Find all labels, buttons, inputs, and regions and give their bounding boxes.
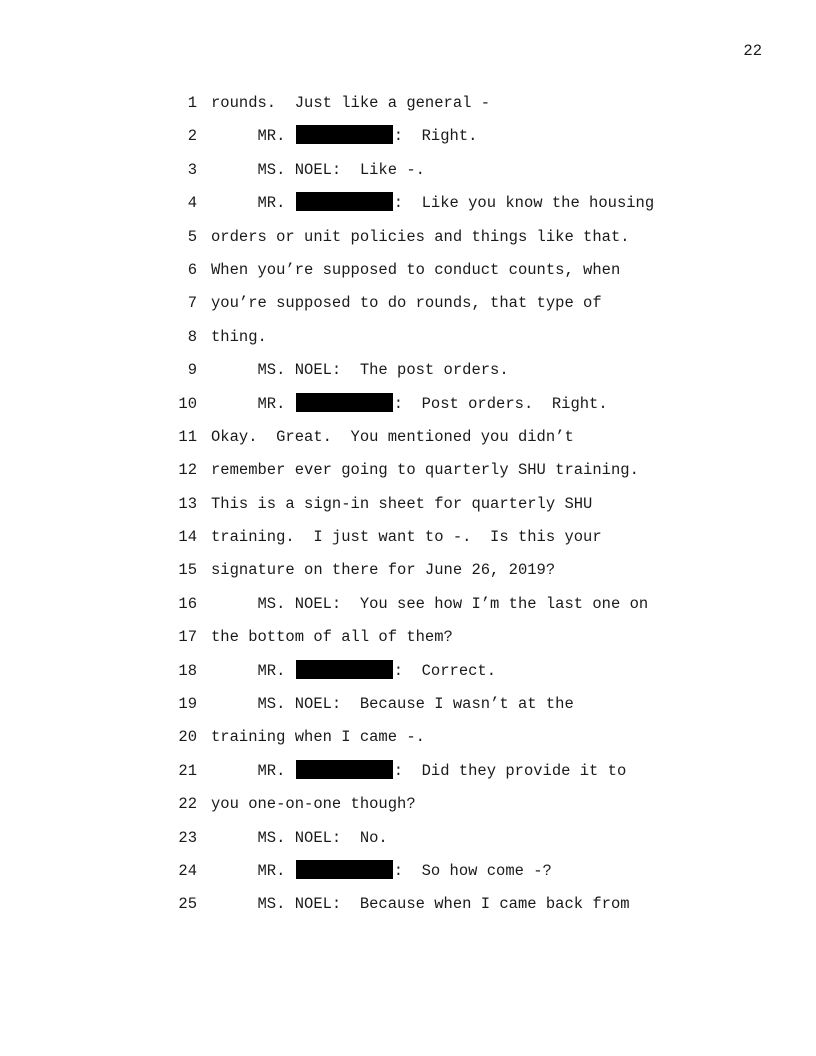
line-text-segment: signature on there for June 26, 2019?: [211, 561, 556, 580]
transcript-body: [0, 92, 816, 927]
line-text-segment: MR.: [211, 394, 295, 413]
line-text: [211, 92, 490, 114]
line-number: 23: [178, 828, 197, 847]
line-text: [211, 760, 626, 782]
redaction-block: [296, 860, 393, 879]
line-number: 15: [178, 561, 197, 580]
transcript-line: [0, 393, 816, 426]
line-text-segment: MR.: [211, 194, 295, 213]
line-number: 24: [178, 861, 197, 880]
line-text-segment: : Correct.: [393, 661, 497, 680]
line-number: 10: [178, 394, 197, 413]
transcript-line: [0, 526, 816, 559]
line-text: [211, 893, 630, 915]
transcript-line: [0, 159, 816, 192]
line-text-segment: MS. NOEL: Because I wasn’t at the: [211, 695, 574, 714]
line-number: 12: [178, 461, 197, 480]
line-text: [211, 827, 388, 849]
redaction-block: [296, 760, 393, 779]
line-text: [211, 226, 630, 248]
line-text: [211, 860, 552, 882]
transcript-line: [0, 760, 816, 793]
transcript-line: [0, 359, 816, 392]
line-number: 7: [187, 294, 197, 313]
line-text-segment: : Right.: [393, 127, 478, 146]
line-text: [211, 493, 592, 515]
page-number: 22: [743, 42, 762, 60]
transcript-line: [0, 860, 816, 893]
line-text-segment: training when I came -.: [211, 728, 425, 747]
line-number: 14: [178, 528, 197, 547]
line-text: [211, 159, 425, 181]
transcript-line: [0, 192, 816, 225]
line-text-segment: MS. NOEL: No.: [211, 828, 388, 847]
line-text-segment: MS. NOEL: The post orders.: [211, 361, 509, 380]
line-text-segment: the bottom of all of them?: [211, 628, 453, 647]
transcript-line: [0, 226, 816, 259]
line-number: 21: [178, 761, 197, 780]
line-text-segment: MS. NOEL: Like -.: [211, 160, 425, 179]
line-text: [211, 726, 425, 748]
line-number: 3: [187, 160, 197, 179]
line-number: 9: [187, 361, 197, 380]
line-text: [211, 359, 509, 381]
line-number: 18: [178, 661, 197, 680]
line-text-segment: This is a sign-in sheet for quarterly SHU: [211, 494, 593, 513]
transcript-line: [0, 125, 816, 158]
line-text-segment: you’re supposed to do rounds, that type of: [211, 294, 602, 313]
line-text: [211, 292, 602, 314]
transcript-line: [0, 292, 816, 325]
redaction-block: [296, 393, 393, 412]
line-text-segment: you one-on-one though?: [211, 795, 416, 814]
transcript-line: [0, 827, 816, 860]
line-number: 20: [178, 728, 197, 747]
line-number: 6: [187, 260, 197, 279]
transcript-line: [0, 893, 816, 926]
line-text: [211, 459, 639, 481]
line-text-segment: MS. NOEL: You see how I’m the last one on: [211, 594, 649, 613]
line-text-segment: MR.: [211, 861, 295, 880]
line-text: [211, 192, 654, 214]
line-text-segment: : Like you know the housing: [393, 194, 655, 213]
line-text: [211, 660, 496, 682]
line-text: [211, 693, 574, 715]
line-text-segment: MR.: [211, 761, 295, 780]
line-text-segment: thing.: [211, 327, 267, 346]
transcript-line: [0, 693, 816, 726]
line-number: 25: [178, 895, 197, 914]
line-text: [211, 326, 267, 348]
line-text: [211, 793, 416, 815]
line-number: 13: [178, 494, 197, 513]
line-text-segment: remember ever going to quarterly SHU training.: [211, 461, 639, 480]
line-number: 1: [187, 94, 197, 112]
line-text-segment: MS. NOEL: Because when I came back from: [211, 895, 630, 914]
line-text: [211, 125, 477, 147]
line-number: 11: [178, 427, 197, 446]
line-text-segment: rounds. Just like a general -: [211, 94, 491, 112]
line-text-segment: Okay. Great. You mentioned you didn’t: [211, 427, 574, 446]
line-text: [211, 426, 574, 448]
line-number: 19: [178, 695, 197, 714]
transcript-line: [0, 259, 816, 292]
line-number: 2: [187, 127, 197, 146]
transcript-line: [0, 559, 816, 592]
line-text-segment: When you’re supposed to conduct counts, when: [211, 260, 621, 279]
transcript-line: [0, 660, 816, 693]
line-number: 5: [187, 227, 197, 246]
line-text: [211, 559, 555, 581]
line-number: 22: [178, 795, 197, 814]
transcript-line: [0, 726, 816, 759]
line-text-segment: MR.: [211, 127, 295, 146]
line-text-segment: : Did they provide it to: [393, 761, 627, 780]
line-text-segment: training. I just want to -. Is this your: [211, 528, 602, 547]
transcript-line: [0, 793, 816, 826]
transcript-line: [0, 626, 816, 659]
line-text: [211, 593, 648, 615]
transcript-line: [0, 493, 816, 526]
transcript-line: [0, 459, 816, 492]
line-text: [211, 526, 602, 548]
transcript-line: [0, 426, 816, 459]
line-text: [211, 393, 608, 415]
transcript-line: [0, 326, 816, 359]
line-text-segment: : Post orders. Right.: [393, 394, 608, 413]
transcript-line: [0, 92, 816, 125]
line-number: 17: [178, 628, 197, 647]
redaction-block: [296, 660, 393, 679]
redaction-block: [296, 125, 393, 144]
line-text-segment: MR.: [211, 661, 295, 680]
line-number: 8: [187, 327, 197, 346]
line-number: 16: [178, 594, 197, 613]
line-text-segment: orders or unit policies and things like that.: [211, 227, 630, 246]
redaction-block: [296, 192, 393, 211]
line-text-segment: : So how come -?: [393, 861, 552, 880]
transcript-line: [0, 593, 816, 626]
line-text: [211, 626, 453, 648]
line-text: [211, 259, 620, 281]
line-number: 4: [187, 194, 197, 213]
